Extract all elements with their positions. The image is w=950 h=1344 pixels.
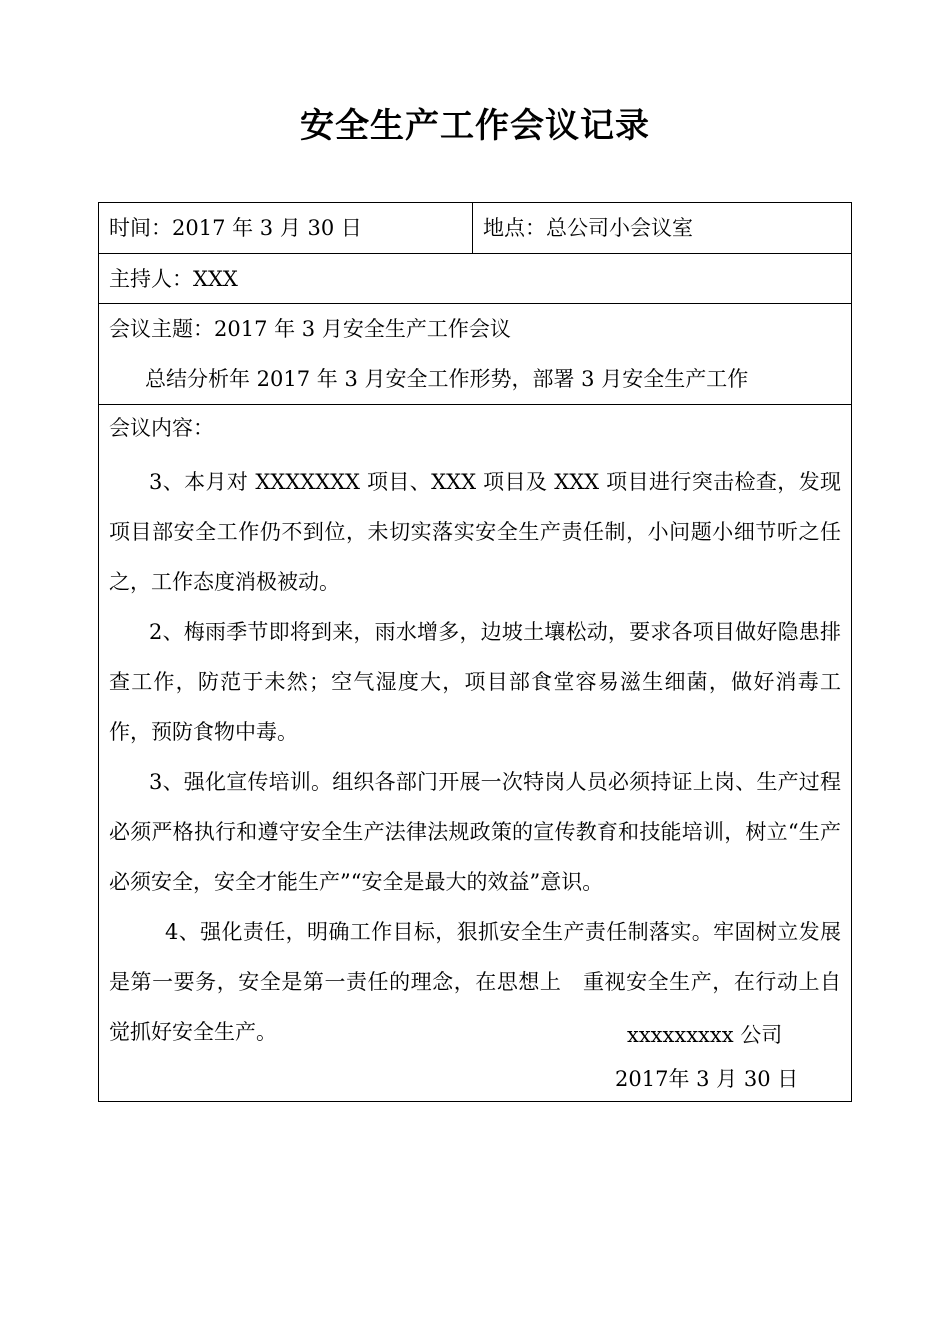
topic-summary: 总结分析年 2017 年 3 月安全工作形势，部署 3 月安全生产工作 <box>145 367 749 391</box>
place-label: 地点： <box>483 216 546 240</box>
content-paragraph-4: 4、强化责任，明确工作目标，狠抓安全生产责任制落实。牢固树立发展是第一要务，安全是第一责任的理念，在思想上 重视安全生产，在行动上自觉抓好安全生产。 <box>109 920 841 1044</box>
time-value: 2017 年 3 月 30 日 <box>172 216 362 240</box>
topic-value: 2017 年 3 月安全生产工作会议 <box>214 317 511 341</box>
host-value: XXX <box>193 267 238 291</box>
host-row <box>99 254 851 304</box>
content-paragraph-2: 2、梅雨季节即将到来，雨水增多，边坡土壤松动，要求各项目做好隐患排查工作，防范于未然；空气湿度大，项目部食堂容易滋生细菌，做好消毒工作，预防食物中毒。 <box>109 620 841 744</box>
meeting-record-table <box>98 202 852 1102</box>
content-paragraph-3: 3、强化宣传培训。组织各部门开展一次特岗人员必须持证上岗、生产过程必须严格执行和遵守安全生产法律法规政策的宣传教育和技能培训，树立“生产必须安全，安全才能生产”“安全是最大的效益”意识。 <box>109 770 841 894</box>
host-label: 主持人： <box>109 267 193 291</box>
time-cell <box>99 203 473 253</box>
time-label: 时间： <box>109 216 172 240</box>
signature-company: xxxxxxxxx 公司 <box>627 1023 783 1047</box>
content-row <box>99 405 851 1101</box>
topic-label: 会议主题： <box>109 317 214 341</box>
content-paragraph-1: 3、本月对 XXXXXXX 项目、XXX 项目及 XXX 项目进行突击检查，发现项目部安全工作仍不到位，未切实落实安全生产责任制，小问题小细节听之任之，工作态度消极被动。 <box>109 470 841 594</box>
signature-date: 2017年 3 月 30 日 <box>615 1067 799 1091</box>
place-value: 总公司小会议室 <box>546 216 693 240</box>
page-title: 安全生产工作会议记录 <box>300 106 650 146</box>
topic-line <box>109 310 851 348</box>
place-cell <box>473 203 851 253</box>
topic-row <box>99 304 851 405</box>
info-row <box>99 203 851 254</box>
content-label: 会议内容： <box>109 416 214 440</box>
